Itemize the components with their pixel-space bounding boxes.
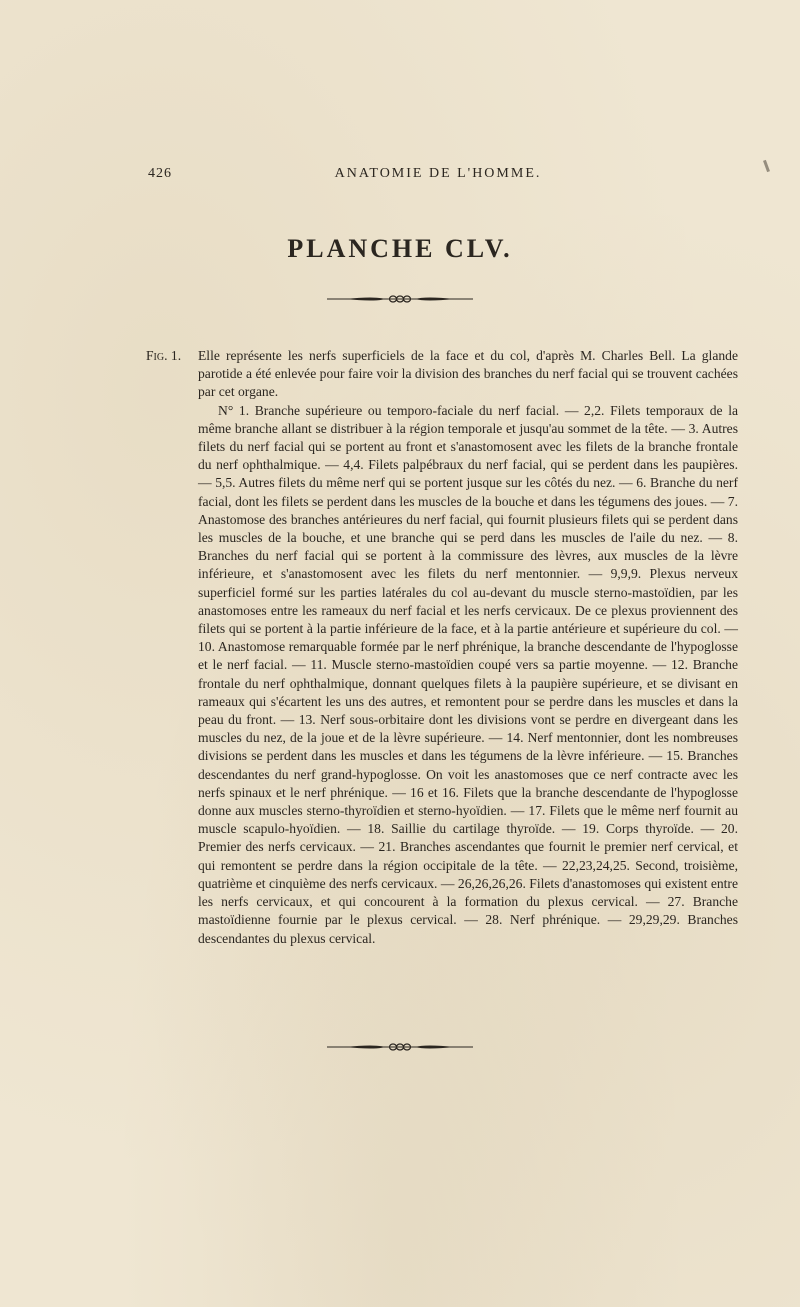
page-number: 426: [148, 166, 172, 181]
plate-title: PLANCHE CLV.: [287, 234, 513, 263]
ink-mark: [763, 160, 770, 172]
ornament-rule-bottom: [0, 1041, 800, 1053]
figure-description: [146, 347, 738, 948]
running-head: [148, 166, 728, 186]
ornament-rule-top: [0, 293, 800, 305]
header-title: ANATOMIE DE L'HOMME.: [334, 166, 542, 181]
figure-label: Fig. 1.: [146, 348, 182, 363]
figure-intro: Elle représente les nerfs superficiels de la face et du col, d'après M. Charles Bell. La glande parotide a été enlevée pour faire voir la division des branches du nerf facial qui se trouvent cachées par cet organe.: [198, 348, 738, 400]
figure-legend: N° 1. Branche supérieure ou temporo-faciale du nerf facial. — 2,2. Filets temporaux de la même branche allant se distribuer à la région temporale et jusqu'au sommet de la tête. — 3. Autres filets du nerf facial qui se portent au front et s'anastomosent avec les filets de la branche frontale du nerf ophthalmique. — 4,4. Filets palpébraux du nerf facial, qui se perdent dans les paupières. — 5,5. Autres filets du même nerf qui se portent jusque sur les côtés du nez. — 6. Branche du nerf facial, dont les filets se perdent dans les muscles de la bouche et dans les tégumens des joues. — 7. Anastomose des branches antérieures du nerf facial, qui fournit plusieurs filets qui se perdent dans les muscles de la bouche, et une branche qui se perd dans les muscles de l'aile du nez. — 8. Branches du nerf facial qui se portent à la commissure des lèvres, aux muscles de la lèvre inférieure, et s'anastomosent avec les filets du nerf mentonnier. — 9,9,9. Plexus nerveux superficiel formé sur les parties latérales du col au-devant du muscle sterno-mastoïdien, par les anastomoses entre les rameaux du nerf facial et les nerfs cervicaux. De ce plexus proviennent des filets qui se portent à la partie inférieure de la face, et à la partie antérieure et supérieure du col. — 10. Anastomose remarquable formée par le nerf phrénique, la branche descendante de l'hypoglosse et le nerf facial. — 11. Muscle sterno-mastoïdien coupé vers sa partie moyenne. — 12. Branche frontale du nerf ophthalmique, donnant quelques filets à la paupière supérieure, et se divisant en rameaux qui s'écartent les uns des autres, et remontent pour se perdre dans les muscles et dans la peau du front. — 13. Nerf sous-orbitaire dont les divisions vont se perdre en divergeant dans les muscles du nez, de la joue et de la lèvre supérieure. — 14. Nerf mentonnier, dont les nombreuses divisions se perdent dans les muscles et dans les tégumens de la lèvre inférieure. — 15. Branches descendantes du nerf grand-hypoglosse. On voit les anastomoses que ce nerf contracte avec les nerfs spinaux et le nerf phrénique. — 16 et 16. Filets que la branche descendante de l'hypoglosse donne aux muscles sterno-thyroïdien et sterno-hyoïdien. — 17. Filets que le même nerf fournit au muscle scapulo-hyoïdien. — 18. Saillie du cartilage thyroïde. — 19. Corps thyroïde. — 20. Premier des nerfs cervicaux. — 21. Branches ascendantes que fournit le premier nerf cervical, et qui remontent se perdre dans la région occipitale de la tête. — 22,23,24,25. Second, troisième, quatrième et cinquième des nerfs cervicaux. — 26,26,26,26. Filets d'anastomoses qui existent entre les nerfs cervicaux, et qui concourent à la formation du plexus cervical. — 27. Branche mastoïdienne fournie par le plexus cervical. — 28. Nerf phrénique. — 29,29,29. Branches descendantes du plexus cervical.: [198, 402, 738, 946]
figure-text: [198, 347, 738, 948]
